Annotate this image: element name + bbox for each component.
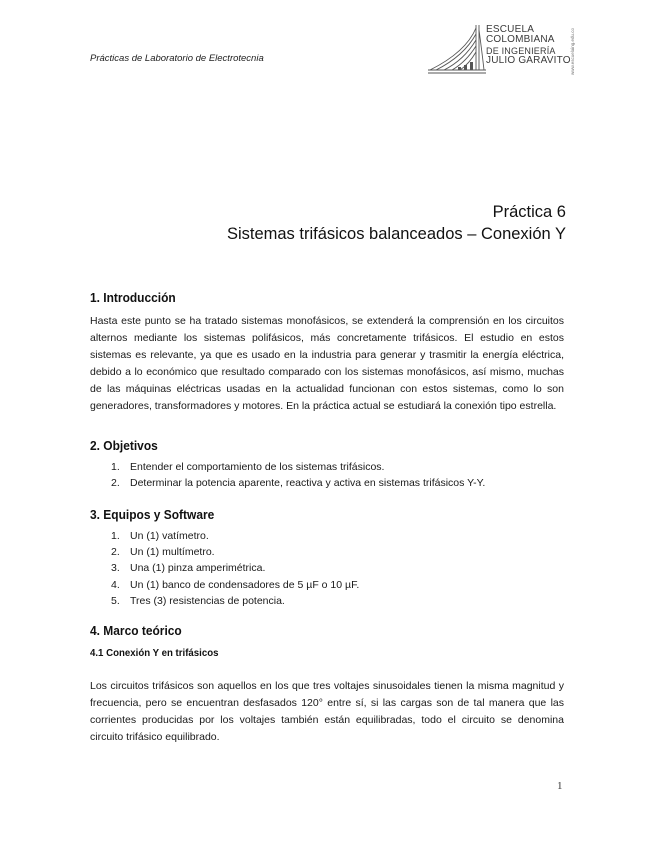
list-item: 3. Una (1) pinza amperimétrica. [111, 562, 266, 575]
objectives-heading: 2. Objetivos [90, 438, 158, 453]
theory-paragraph: Los circuitos trifásicos son aquellos en los que tres voltajes sinusoidales tienen la misma magnitud y frecuencia, pero se encuentran desfasados 120° entre sí, si las cargas son de tal manera que las corrientes producidas por los voltajes también están equilibradas, todo el circuito se denomina circuito trifásico equilibrado. [90, 680, 564, 744]
practice-title: Sistemas trifásicos balanceados – Conexión Y [226, 225, 566, 243]
page-number: 1 [557, 780, 563, 792]
university-logo [426, 22, 581, 78]
logo-line-4: JULIO GARAVITO [486, 55, 571, 67]
intro-heading: 1. Introducción [90, 290, 176, 305]
logo-emblem-icon [426, 22, 488, 78]
logo-line-1: ESCUELA [486, 24, 535, 35]
running-header-title: Prácticas de Laboratorio de Electrotecnia [90, 53, 264, 64]
equipment-list [111, 528, 359, 609]
list-item: 2. Determinar la potencia aparente, reactiva y activa en sistemas trifásicos Y-Y. [111, 477, 486, 490]
theory-heading: 4. Marco teórico [90, 623, 182, 638]
equipment-heading: 3. Equipos y Software [90, 507, 215, 522]
list-item: 1. Entender el comportamiento de los sistemas trifásicos. [111, 461, 385, 473]
list-item: 5. Tres (3) resistencias de potencia. [111, 594, 285, 607]
logo-line-3: DE INGENIERÍA [486, 45, 556, 56]
practice-number: Práctica 6 [492, 203, 566, 221]
practice-title-block [227, 201, 566, 245]
theory-subheading: 4.1 Conexión Y en trifásicos [90, 647, 219, 659]
logo-line-2: COLOMBIANA [486, 34, 555, 46]
intro-paragraph: Hasta este punto se ha tratado sistemas monofásicos, se extenderá la comprensión en los circuitos alternos mediante los sistemas polifásicos, más concretamente trifásicos. El estudio en estos sistemas es relevante, ya que es usado en la industria para generar y trasmitir la energía eléctrica, debido a lo económico que resultado comparado con los sistemas monofásicos, así mismo, muchas de las máquinas eléctricas usadas en la actualidad funcionan con estos sistemas, como lo son generadores, transformadores y motores. En la práctica actual se estudiará la conexión tipo estrella. [90, 315, 564, 413]
list-item: 1. Un (1) vatímetro. [111, 530, 209, 542]
logo-wordmark [486, 25, 571, 67]
objectives-list [111, 459, 485, 491]
list-item: 4. Un (1) banco de condensadores de 5 µF o 10 µF. [111, 578, 360, 591]
list-item: 2. Un (1) multímetro. [111, 546, 215, 559]
logo-side-url: www.escuelaing.edu.co [570, 28, 575, 76]
